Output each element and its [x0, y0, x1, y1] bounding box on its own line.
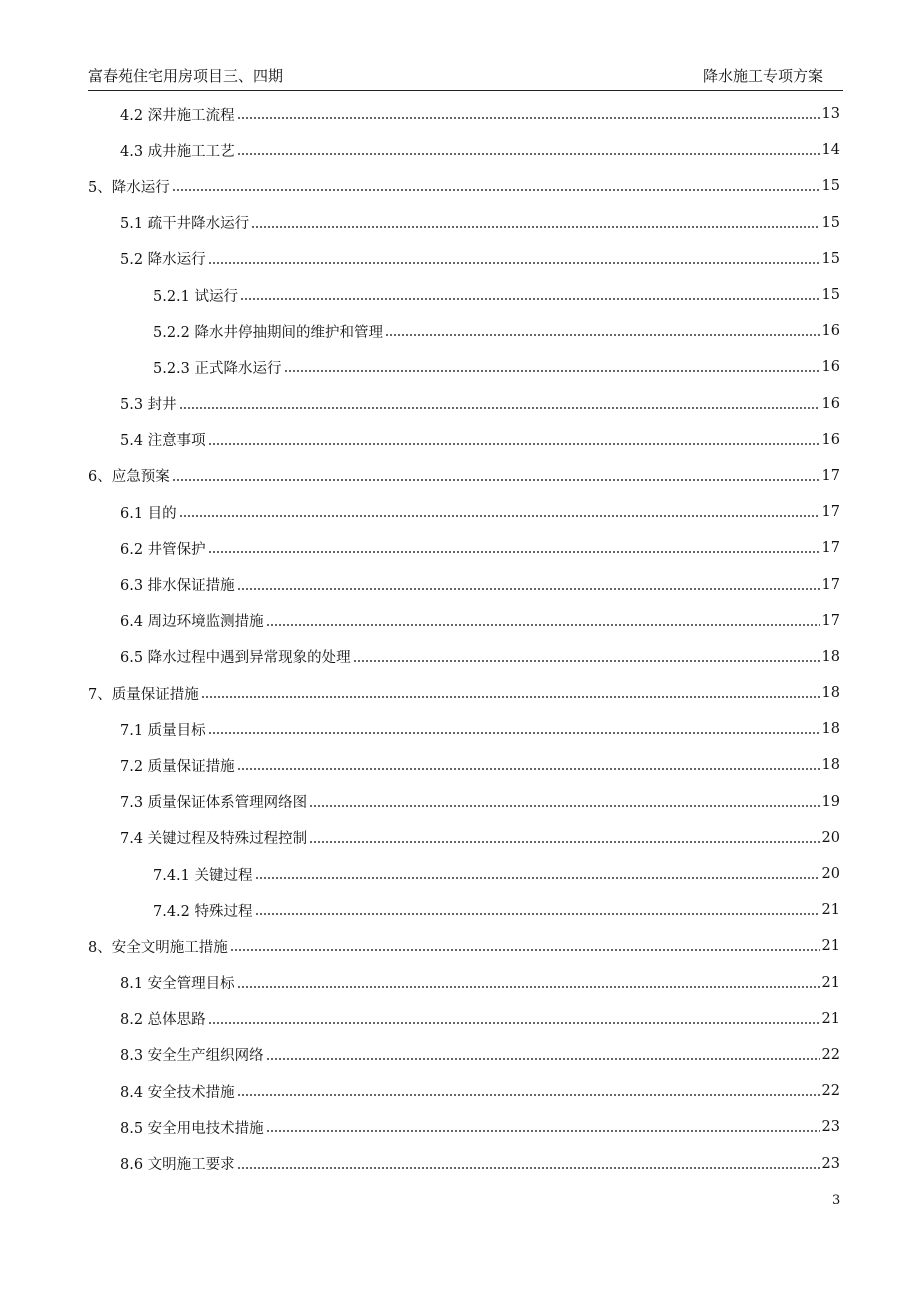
table-of-contents — [88, 96, 840, 1182]
toc-dot-leader — [230, 945, 820, 955]
toc-dot-leader — [237, 982, 820, 992]
toc-entry[interactable] — [88, 386, 840, 422]
toc-dot-leader — [385, 330, 820, 340]
toc-entry-label[interactable]: 8.2 总体思路 — [120, 1012, 206, 1029]
toc-entry[interactable] — [88, 566, 840, 602]
toc-dot-leader — [251, 222, 819, 232]
toc-entry-label[interactable]: 8.3 安全生产组织网络 — [120, 1048, 264, 1065]
toc-entry-label[interactable]: 6.3 排水保证措施 — [120, 578, 235, 595]
toc-entry-page[interactable]: 20 — [821, 866, 840, 883]
toc-entry[interactable] — [88, 1037, 840, 1073]
toc-entry-page[interactable]: 21 — [821, 1010, 840, 1027]
toc-dot-leader — [237, 1090, 820, 1100]
toc-entry-page[interactable]: 13 — [821, 106, 840, 123]
toc-entry-label[interactable]: 5.1 疏干井降水运行 — [120, 216, 250, 233]
toc-entry-label[interactable]: 8.5 安全用电技术措施 — [120, 1120, 264, 1137]
toc-entry-label[interactable]: 6.1 目的 — [120, 505, 177, 522]
toc-dot-leader — [208, 728, 820, 738]
header-document-title: 降水施工专项方案 — [702, 67, 823, 85]
toc-entry[interactable] — [88, 458, 840, 494]
toc-dot-leader — [201, 692, 820, 702]
toc-entry-label[interactable]: 7.4.1 关键过程 — [153, 867, 253, 884]
toc-entry-page[interactable]: 16 — [821, 359, 840, 376]
toc-entry[interactable] — [88, 1073, 840, 1109]
toc-entry[interactable] — [88, 856, 840, 892]
toc-entry-label[interactable]: 6、应急预案 — [88, 469, 170, 486]
toc-entry[interactable] — [88, 422, 840, 458]
toc-dot-leader — [266, 1126, 820, 1136]
toc-entry-label[interactable]: 8.6 文明施工要求 — [120, 1157, 235, 1174]
toc-entry-page[interactable]: 15 — [821, 214, 840, 231]
toc-entry[interactable] — [88, 965, 840, 1001]
toc-entry[interactable] — [88, 747, 840, 783]
toc-entry[interactable] — [88, 96, 840, 132]
toc-entry-label[interactable]: 7、质量保证措施 — [88, 686, 199, 703]
toc-entry-page[interactable]: 23 — [821, 1155, 840, 1172]
toc-entry[interactable] — [88, 494, 840, 530]
toc-entry[interactable] — [88, 132, 840, 168]
toc-entry-page[interactable]: 16 — [821, 395, 840, 412]
toc-entry[interactable] — [88, 530, 840, 566]
toc-entry-page[interactable]: 17 — [821, 576, 840, 593]
toc-entry[interactable] — [88, 892, 840, 928]
toc-entry[interactable] — [88, 1109, 840, 1145]
toc-dot-leader — [172, 475, 820, 485]
toc-entry-page[interactable]: 16 — [821, 323, 840, 340]
toc-dot-leader — [208, 1018, 820, 1028]
toc-entry-page[interactable]: 21 — [821, 902, 840, 919]
toc-entry-page[interactable]: 14 — [821, 142, 840, 159]
toc-entry-label[interactable]: 4.3 成井施工工艺 — [120, 143, 235, 160]
toc-entry-page[interactable]: 18 — [821, 648, 840, 665]
toc-entry-page[interactable]: 23 — [821, 1119, 840, 1136]
toc-entry[interactable] — [88, 820, 840, 856]
toc-entry-label[interactable]: 7.4.2 特殊过程 — [153, 903, 253, 920]
toc-entry-label[interactable]: 7.1 质量目标 — [120, 722, 206, 739]
toc-entry-label[interactable]: 6.5 降水过程中遇到异常现象的处理 — [120, 650, 351, 667]
toc-entry-label[interactable]: 5、降水运行 — [88, 179, 170, 196]
toc-entry-page[interactable]: 17 — [821, 540, 840, 557]
toc-entry[interactable] — [88, 784, 840, 820]
toc-entry-label[interactable]: 7.4 关键过程及特殊过程控制 — [120, 831, 308, 848]
toc-entry[interactable] — [88, 1145, 840, 1181]
toc-entry-page[interactable]: 22 — [821, 1083, 840, 1100]
toc-entry[interactable] — [88, 168, 840, 204]
toc-entry-label[interactable]: 5.2.1 试运行 — [153, 288, 239, 305]
toc-entry-label[interactable]: 7.2 质量保证措施 — [120, 758, 235, 775]
toc-dot-leader — [208, 439, 820, 449]
toc-entry[interactable] — [88, 603, 840, 639]
toc-entry-label[interactable]: 6.2 井管保护 — [120, 541, 206, 558]
toc-entry-label[interactable]: 8.1 安全管理目标 — [120, 976, 235, 993]
toc-entry[interactable] — [88, 675, 840, 711]
toc-dot-leader — [237, 149, 820, 159]
toc-entry[interactable] — [88, 711, 840, 747]
toc-dot-leader — [172, 185, 820, 195]
toc-entry-label[interactable]: 4.2 深井施工流程 — [120, 107, 235, 124]
toc-dot-leader — [237, 113, 820, 123]
toc-entry[interactable] — [88, 313, 840, 349]
toc-entry-page[interactable]: 21 — [821, 938, 840, 955]
toc-dot-leader — [179, 403, 820, 413]
toc-entry-page[interactable]: 21 — [821, 974, 840, 991]
toc-dot-leader — [237, 1163, 820, 1173]
toc-entry-page[interactable]: 18 — [821, 721, 840, 738]
toc-dot-leader — [266, 1054, 820, 1064]
toc-entry-page[interactable]: 17 — [821, 467, 840, 484]
toc-entry[interactable] — [88, 241, 840, 277]
toc-entry-label[interactable]: 7.3 质量保证体系管理网络图 — [120, 795, 308, 812]
toc-entry[interactable] — [88, 1001, 840, 1037]
toc-entry-label[interactable]: 5.2.3 正式降水运行 — [153, 360, 282, 377]
toc-entry-label[interactable]: 8、安全文明施工措施 — [88, 939, 228, 956]
toc-entry-page[interactable]: 17 — [821, 612, 840, 629]
toc-entry-page[interactable]: 19 — [821, 793, 840, 810]
toc-entry-label[interactable]: 5.2.2 降水井停抽期间的维护和管理 — [153, 324, 384, 341]
toc-entry-page[interactable]: 15 — [821, 178, 840, 195]
toc-entry-label[interactable]: 6.4 周边环境监测措施 — [120, 614, 264, 631]
toc-entry[interactable] — [88, 639, 840, 675]
toc-entry-page[interactable]: 18 — [821, 757, 840, 774]
toc-dot-leader — [353, 656, 820, 666]
toc-entry-page[interactable]: 22 — [821, 1046, 840, 1063]
toc-dot-leader — [255, 909, 820, 919]
toc-dot-leader — [240, 294, 820, 304]
toc-dot-leader — [266, 620, 820, 630]
toc-entry[interactable] — [88, 205, 840, 241]
toc-entry-label[interactable]: 5.2 降水运行 — [120, 252, 206, 269]
toc-dot-leader — [309, 837, 819, 847]
toc-dot-leader — [237, 764, 820, 774]
toc-dot-leader — [237, 584, 820, 594]
toc-entry-page[interactable]: 20 — [821, 829, 840, 846]
toc-entry-label[interactable]: 5.3 封井 — [120, 397, 177, 414]
toc-entry[interactable] — [88, 349, 840, 385]
toc-entry[interactable] — [88, 928, 840, 964]
toc-dot-leader — [208, 258, 820, 268]
toc-entry-label[interactable]: 8.4 安全技术措施 — [120, 1084, 235, 1101]
toc-dot-leader — [179, 511, 820, 521]
toc-entry-page[interactable]: 16 — [821, 431, 840, 448]
page-number: 3 — [832, 1193, 841, 1208]
toc-entry[interactable] — [88, 277, 840, 313]
toc-dot-leader — [309, 801, 819, 811]
toc-entry-page[interactable]: 15 — [821, 250, 840, 267]
page-header — [88, 66, 843, 91]
toc-dot-leader — [284, 366, 820, 376]
toc-dot-leader — [255, 873, 820, 883]
toc-entry-page[interactable]: 18 — [821, 685, 840, 702]
toc-entry-page[interactable]: 15 — [821, 287, 840, 304]
toc-entry-label[interactable]: 5.4 注意事项 — [120, 433, 206, 450]
header-project-title: 富春苑住宅用房项目三、四期 — [88, 67, 284, 85]
toc-dot-leader — [208, 547, 820, 557]
toc-entry-page[interactable]: 17 — [821, 504, 840, 521]
